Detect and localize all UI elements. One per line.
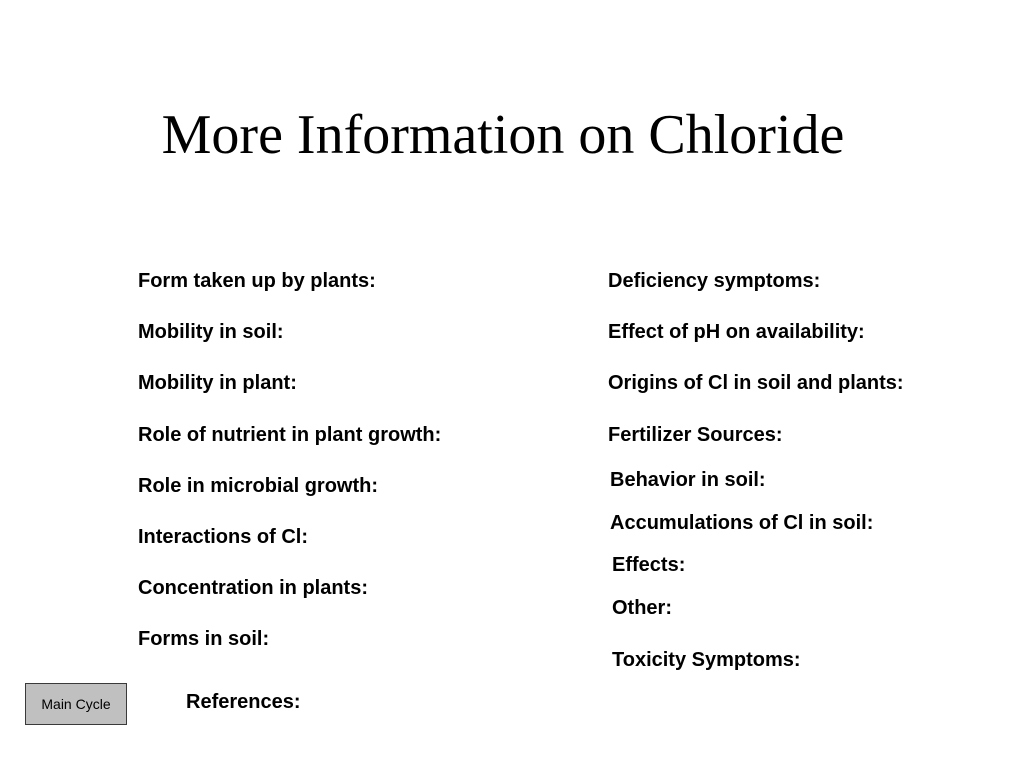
- link-forms-in-soil[interactable]: Forms in soil:: [138, 628, 270, 650]
- link-form-taken-up[interactable]: Form taken up by plants:: [138, 270, 376, 292]
- link-accumulations-in-soil[interactable]: Accumulations of Cl in soil:: [610, 512, 874, 534]
- link-interactions[interactable]: Interactions of Cl:: [138, 526, 309, 548]
- link-mobility-in-plant[interactable]: Mobility in plant:: [138, 372, 297, 394]
- link-role-in-microbial-growth[interactable]: Role in microbial growth:: [138, 475, 379, 497]
- link-toxicity-symptoms[interactable]: Toxicity Symptoms:: [612, 649, 801, 671]
- link-mobility-in-soil[interactable]: Mobility in soil:: [138, 321, 284, 343]
- link-effects[interactable]: Effects:: [612, 554, 686, 576]
- link-references[interactable]: References:: [186, 691, 301, 713]
- main-cycle-button[interactable]: Main Cycle: [25, 683, 127, 725]
- slide-title: More Information on Chloride: [161, 104, 845, 166]
- link-fertilizer-sources[interactable]: Fertilizer Sources:: [608, 424, 783, 446]
- link-effect-of-ph[interactable]: Effect of pH on availability:: [608, 321, 865, 343]
- link-origins-of-cl[interactable]: Origins of Cl in soil and plants:: [608, 372, 904, 394]
- link-concentration-in-plants[interactable]: Concentration in plants:: [138, 577, 368, 599]
- link-other[interactable]: Other:: [612, 597, 672, 619]
- link-behavior-in-soil[interactable]: Behavior in soil:: [610, 469, 766, 491]
- link-deficiency-symptoms[interactable]: Deficiency symptoms:: [608, 270, 821, 292]
- link-role-in-plant-growth[interactable]: Role of nutrient in plant growth:: [138, 424, 442, 446]
